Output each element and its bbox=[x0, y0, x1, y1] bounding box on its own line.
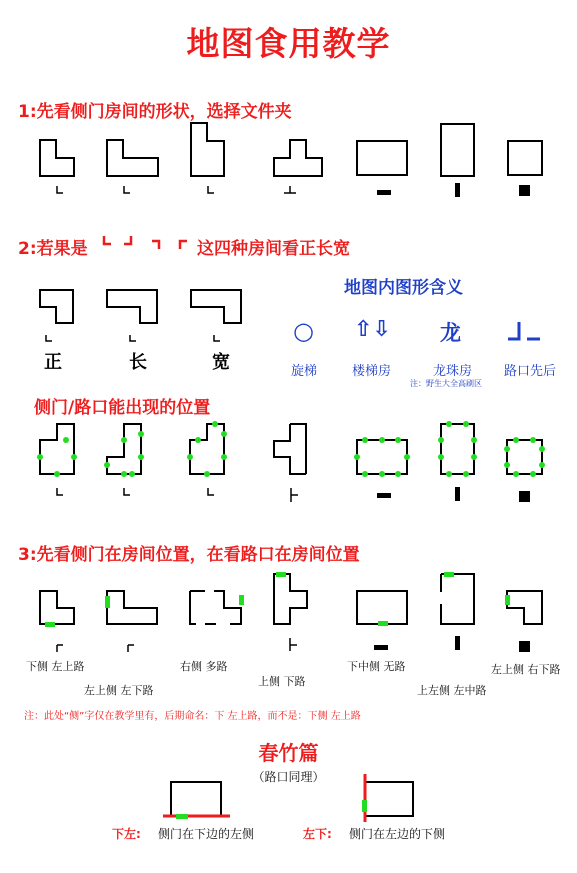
corner-icon bbox=[57, 488, 63, 495]
room-shape-t bbox=[274, 424, 306, 474]
page-title: 地图食用教学 bbox=[186, 24, 391, 63]
up-down-arrows-icon: ⇧⇩ bbox=[354, 317, 391, 342]
bar-horizontal-icon bbox=[377, 493, 391, 498]
legend-label-path-order: 路口先后 bbox=[504, 364, 557, 379]
corner-icon bbox=[214, 335, 220, 341]
room-example-5 bbox=[357, 591, 407, 624]
step3-heading: 3:先看侧门在房间位置，在看路口在房间位置 bbox=[18, 545, 360, 565]
label-wide: 宽 bbox=[212, 352, 230, 373]
caption-7: 左上侧 右下路 bbox=[491, 663, 561, 676]
spring-subtitle: （路口同理） bbox=[252, 770, 325, 784]
room-shape-l-tall bbox=[190, 424, 224, 474]
bar-vertical-icon bbox=[455, 636, 460, 650]
corner-icon bbox=[46, 335, 52, 341]
corner-icon bbox=[208, 186, 214, 193]
room-example-6 bbox=[441, 574, 474, 624]
caption-3: 右侧 多路 bbox=[180, 660, 228, 673]
step1-heading: 1:先看侧门房间的形状，选择文件夹 bbox=[18, 102, 292, 122]
room-shape-l-tall bbox=[191, 123, 224, 176]
t-junction-icon bbox=[284, 186, 296, 193]
bar-horizontal-icon bbox=[377, 190, 391, 195]
t-junction-icon bbox=[291, 488, 298, 502]
room-shape-t bbox=[274, 140, 322, 176]
corner-tr-icon bbox=[152, 241, 159, 249]
room-example-7 bbox=[507, 591, 542, 624]
corner-icon bbox=[57, 186, 63, 193]
room-shape-wide-l bbox=[191, 290, 241, 323]
dragon-icon: 龙 bbox=[440, 321, 461, 345]
corner-icon bbox=[130, 335, 136, 341]
room-shape-l bbox=[40, 140, 74, 176]
spring-left-key: 下左: bbox=[112, 827, 141, 841]
room-shape-square bbox=[508, 141, 542, 175]
spring-right-key: 左下: bbox=[303, 827, 332, 841]
caption-2: 左上侧 左下路 bbox=[84, 684, 154, 697]
label-long: 长 bbox=[129, 352, 147, 373]
corner-icon bbox=[128, 645, 134, 652]
room-shape-square-l bbox=[40, 290, 73, 323]
label-square: 正 bbox=[44, 352, 62, 373]
legend-title: 地图内图形含义 bbox=[344, 278, 463, 298]
legend-note: 注：野生大全高刷区 bbox=[410, 379, 482, 388]
legend-label-spiral: 旋梯 bbox=[291, 364, 318, 379]
room-shape-l-long bbox=[107, 140, 158, 176]
corner-icon bbox=[124, 186, 130, 193]
block-icon bbox=[519, 641, 530, 652]
t-junction-icon bbox=[290, 638, 297, 651]
block-icon bbox=[519, 185, 530, 196]
corner-br-icon bbox=[124, 236, 131, 244]
spring-right-desc: 侧门在左边的下侧 bbox=[349, 827, 446, 841]
room-shape-wide bbox=[357, 440, 407, 474]
spring-title: 春竹篇 bbox=[258, 741, 319, 765]
room-shape-tall bbox=[441, 124, 474, 176]
bar-vertical-icon bbox=[455, 487, 460, 501]
positions-heading: 侧门/路口能出现的位置 bbox=[34, 398, 211, 418]
room-shape-square bbox=[507, 440, 542, 474]
caption-4: 上侧 下路 bbox=[258, 675, 306, 688]
step2-heading-prefix: 2:若果是 bbox=[18, 239, 88, 259]
room-shape-tall bbox=[441, 424, 474, 474]
room-example-2 bbox=[107, 591, 157, 624]
spring-left-desc: 侧门在下边的左侧 bbox=[158, 827, 255, 841]
room-example-3 bbox=[190, 591, 241, 624]
bar-horizontal-icon bbox=[374, 645, 388, 650]
room-shape-wide bbox=[357, 141, 407, 175]
caption-1: 下侧 左上路 bbox=[26, 660, 85, 673]
room-example-4 bbox=[274, 574, 307, 624]
caption-5: 下中侧 无路 bbox=[347, 660, 406, 673]
corner-tl-icon bbox=[180, 241, 187, 249]
step2-heading-suffix: 这四种房间看正长宽 bbox=[197, 239, 350, 259]
room-shape-l-tall bbox=[107, 424, 141, 474]
room-shape-long-l bbox=[107, 290, 157, 323]
caption-6: 上左侧 左中路 bbox=[417, 684, 487, 697]
spring-room-bottom-left bbox=[171, 782, 221, 816]
corner-bl-icon bbox=[104, 236, 111, 244]
circle-icon: ○ bbox=[293, 317, 314, 345]
corner-icon bbox=[208, 488, 214, 495]
corner-icon bbox=[124, 488, 130, 495]
room-example-1 bbox=[40, 591, 74, 624]
corner-icon bbox=[57, 645, 63, 652]
bar-vertical-icon bbox=[455, 183, 460, 197]
spring-room-left-bottom bbox=[365, 782, 413, 816]
legend-label-dragonball-room: 龙珠房 bbox=[433, 364, 473, 379]
legend-label-stair-room: 楼梯房 bbox=[352, 364, 392, 379]
block-icon bbox=[519, 491, 530, 502]
room-shape-l bbox=[40, 424, 74, 474]
step3-note: 注：此处“侧”字仅在教学里有，后期命名：下 左上路，而不是：下侧 左上路 bbox=[24, 711, 361, 722]
